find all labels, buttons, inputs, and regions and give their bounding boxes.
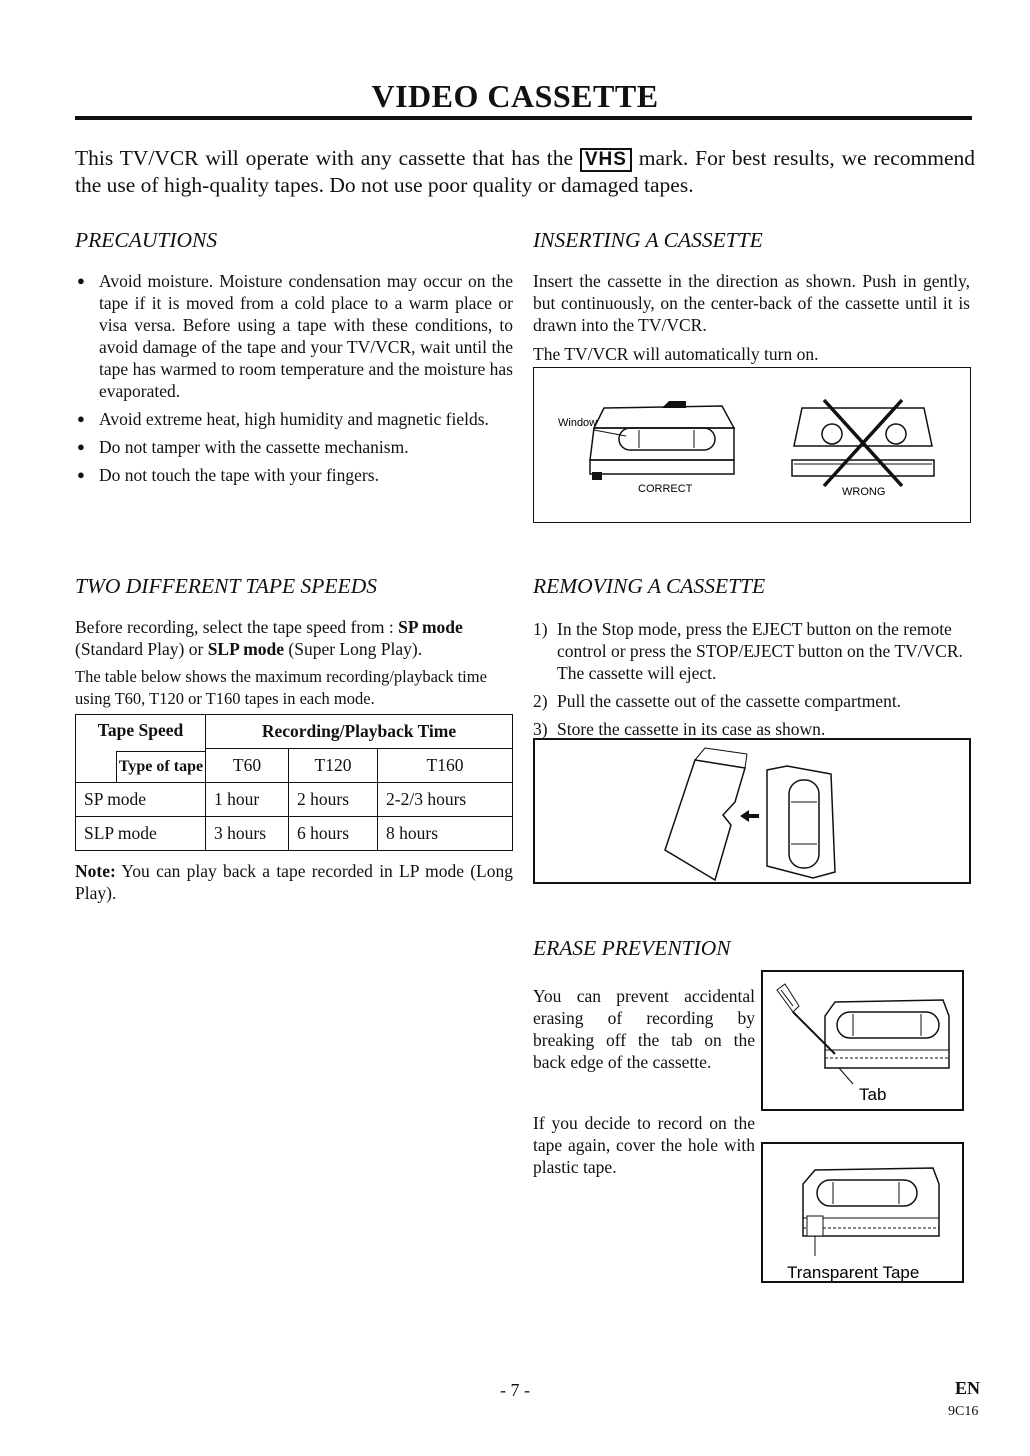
erase-cover-paragraph: If you decide to record on the tape again, cover the hole with plastic tape. <box>533 1113 755 1177</box>
note-text: You can play back a tape recorded in LP mode (Long Play). <box>75 861 513 903</box>
step-text: Store the cassette in its case as shown. <box>557 719 826 739</box>
tape-t160: T160 <box>378 749 513 783</box>
note-label: Note: <box>75 861 116 881</box>
arrow-left-icon <box>740 810 759 822</box>
screwdriver-icon <box>793 1012 835 1054</box>
inserting-illustration <box>533 367 971 523</box>
erase-heading: ERASE PREVENTION <box>533 936 731 960</box>
precautions-list <box>75 270 513 492</box>
sp-mode-label: SP mode <box>398 617 463 637</box>
time-cell: 1 hour <box>206 783 289 817</box>
tape-speed-header: Tape Speed <box>97 720 184 740</box>
precaution-item: ● Avoid extreme heat, high humidity and magnetic fields. <box>75 408 513 430</box>
page-title: VIDEO CASSETTE <box>371 78 659 114</box>
intro-paragraph <box>75 145 975 199</box>
speeds-table <box>75 714 513 851</box>
step-text: In the Stop mode, press the EJECT button on the remote control or press the STOP/EJECT button on the TV/VCR. The cassette will eject. <box>557 619 963 683</box>
wrong-label: WRONG <box>842 486 886 498</box>
title-rule <box>75 116 972 120</box>
speeds-text: (Standard Play) or <box>75 639 208 659</box>
speeds-text: (Super Long Play). <box>284 639 423 659</box>
inserting-auto-on: The TV/VCR will automatically turn on. <box>533 344 819 364</box>
removing-illustration <box>533 738 971 884</box>
table-header-row <box>76 715 513 749</box>
transparent-tape-label: Transparent Tape <box>787 1263 920 1281</box>
removing-step <box>533 718 973 740</box>
removing-heading: REMOVING A CASSETTE <box>533 574 766 598</box>
cassette-case-svg <box>535 740 969 882</box>
recording-time-header: Recording/Playback Time <box>206 715 513 749</box>
erase-tab-illustration <box>761 970 964 1111</box>
speeds-table-intro: The table below shows the maximum recording/playback time using T60, T120 or T160 tapes in each mode. <box>75 667 487 708</box>
table-row <box>76 783 513 817</box>
step-number: 3) <box>533 719 548 739</box>
table-row <box>76 817 513 851</box>
removing-steps <box>533 618 973 746</box>
time-cell: 2 hours <box>289 783 378 817</box>
window-label: Window <box>558 417 598 429</box>
document-code: 9C16 <box>948 1404 979 1419</box>
transparent-tape-illustration <box>761 1142 964 1283</box>
erase-paragraph: You can prevent accidental erasing of recording by breaking off the tab on the back edge of the cassette. <box>533 986 755 1072</box>
tape-cover-svg <box>763 1144 962 1281</box>
mode-cell: SP mode <box>76 783 206 817</box>
time-cell: 6 hours <box>289 817 378 851</box>
cassette-insertion-svg <box>534 368 970 522</box>
language-code: EN <box>955 1378 981 1398</box>
time-cell: 2-2/3 hours <box>378 783 513 817</box>
step-number: 2) <box>533 691 548 711</box>
tape-speed-header-cell <box>76 715 206 783</box>
removing-step <box>533 690 973 712</box>
precautions-heading: PRECAUTIONS <box>75 228 218 252</box>
type-of-tape-label: Type of tape <box>116 751 205 782</box>
step-number: 1) <box>533 619 548 639</box>
tab-break-svg <box>763 972 962 1109</box>
intro-text-after: mark. For best results, we recommend the use of high-quality tapes. Do not use poor quality or damaged tapes. <box>75 146 975 197</box>
step-text: Pull the cassette out of the cassette compartment. <box>557 691 902 711</box>
speeds-paragraph <box>75 616 515 660</box>
tab-label: Tab <box>859 1085 887 1104</box>
time-cell: 3 hours <box>206 817 289 851</box>
slp-mode-label: SLP mode <box>207 639 285 659</box>
time-cell: 8 hours <box>378 817 513 851</box>
inserting-heading: INSERTING A CASSETTE <box>533 228 763 252</box>
speeds-heading: TWO DIFFERENT TAPE SPEEDS <box>75 574 377 598</box>
speeds-text: Before recording, select the tape speed from : <box>75 617 399 637</box>
speeds-note <box>75 860 513 904</box>
removing-step <box>533 618 973 684</box>
precaution-item: ● Do not touch the tape with your fingers. <box>75 464 513 486</box>
page-number: - 7 - <box>500 1380 530 1400</box>
mode-cell: SLP mode <box>76 817 206 851</box>
precaution-item: ● Avoid moisture. Moisture condensation may occur on the tape if it is moved from a cold place to a warm place or visa versa. Before using a tape with these conditions, to avoid damage of the tape and your TV/VCR, wait until the tape has warmed to room temperature and the moisture has evaporated. <box>75 270 513 402</box>
intro-text-before: This TV/VCR will operate with any cassette that has the <box>75 146 580 170</box>
vhs-logo: VHS <box>580 148 632 172</box>
inserting-paragraph: Insert the cassette in the direction as shown. Push in gently, but continuously, on the center-back of the cassette until it is drawn into the TV/VCR. <box>533 271 970 335</box>
tape-t60: T60 <box>206 749 289 783</box>
precaution-item: ● Do not tamper with the cassette mechanism. <box>75 436 513 458</box>
correct-label: CORRECT <box>638 483 693 495</box>
tape-t120: T120 <box>289 749 378 783</box>
